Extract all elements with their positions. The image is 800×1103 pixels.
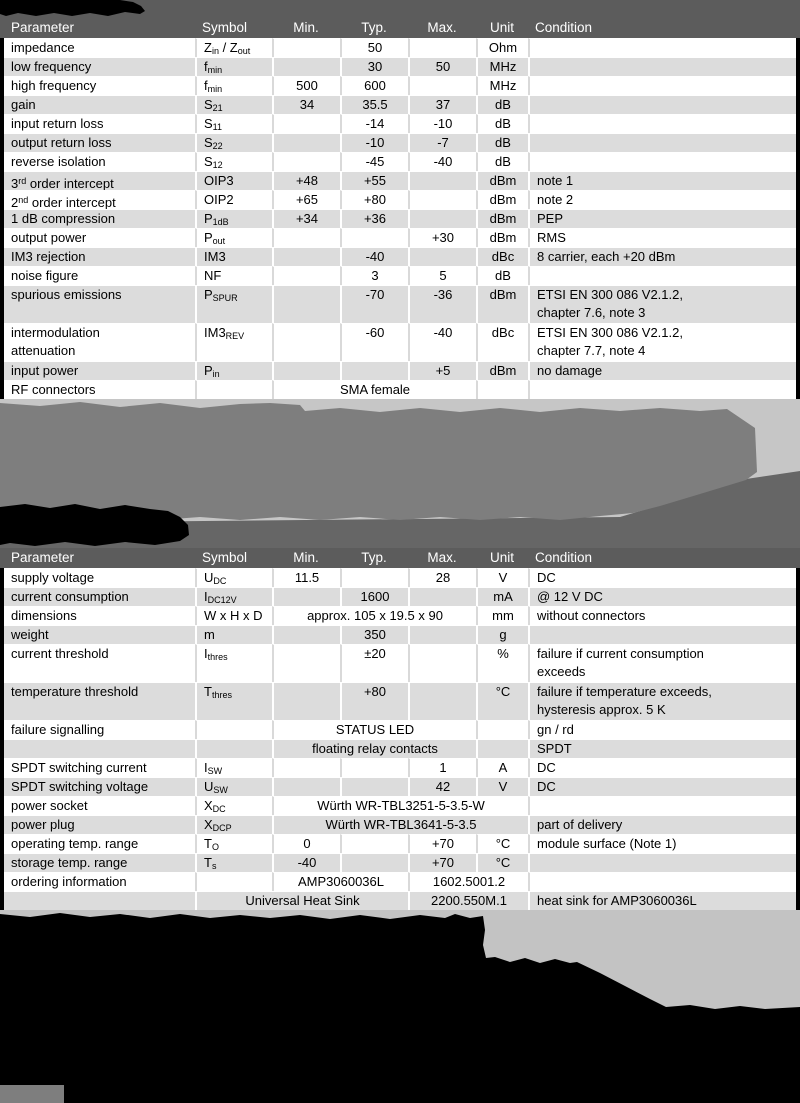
table-row (4, 152, 796, 171)
cell-cond: ETSI EN 300 086 V2.1.2, chapter 7.6, note 3 (528, 285, 796, 323)
cell-typ: 350 (340, 625, 408, 644)
cell-min: +65 (272, 190, 340, 209)
cell-max: 37 (408, 95, 476, 114)
cell-min (272, 777, 340, 796)
cell-unit: °C (476, 834, 528, 853)
cell-max (408, 587, 476, 606)
cell-min (272, 758, 340, 777)
cell-typ: 600 (340, 76, 408, 95)
cell-mtu: Würth WR-TBL3251-5-3.5-W (272, 796, 528, 815)
column-header: Unit (489, 20, 514, 35)
table-row (4, 644, 796, 682)
cell-cond (528, 266, 796, 285)
cell-max: 50 (408, 57, 476, 76)
cell-unit: dBc (476, 247, 528, 266)
table-row (4, 285, 796, 323)
cell-sym: $f_{min}$ (195, 76, 272, 95)
table-row (4, 739, 796, 758)
table-row (4, 361, 796, 380)
cell-param: SPDT switching voltage (4, 777, 195, 796)
cell-unit: MHz (476, 57, 528, 76)
cell-typ (340, 853, 408, 872)
cell-cond: DC (528, 568, 796, 587)
cell-max: -10 (408, 114, 476, 133)
cell-param: failure signalling (4, 720, 195, 739)
cell-unit: dBm (476, 228, 528, 247)
cell-param: noise figure (4, 266, 195, 285)
cell-unit: % (476, 644, 528, 682)
cell-cond (528, 57, 796, 76)
rf-spec-table (4, 38, 796, 399)
cell-cond: heat sink for AMP3060036L (528, 891, 796, 910)
cell-param: supply voltage (4, 568, 195, 587)
cell-param: power socket (4, 796, 195, 815)
cell-sym: $P_{in}$ (195, 361, 272, 380)
cell-unit: g (476, 625, 528, 644)
cell-cond: DC (528, 777, 796, 796)
cell-max: +5 (408, 361, 476, 380)
cell-typ: -60 (340, 323, 408, 361)
cell-unit: mm (476, 606, 528, 625)
table-row (4, 57, 796, 76)
cell-param: current consumption (4, 587, 195, 606)
column-header: Typ. (361, 20, 387, 35)
cell-param: gain (4, 95, 195, 114)
cell-max (408, 171, 476, 190)
table-row (4, 758, 796, 777)
cell-typ: -10 (340, 133, 408, 152)
column-header: Min. (293, 550, 319, 565)
cell-max (408, 644, 476, 682)
column-header: Parameter (11, 20, 75, 35)
cell-param: output power (4, 228, 195, 247)
cell-max: 1 (408, 758, 476, 777)
cell-unit (476, 739, 528, 758)
cell-param: operating temp. range (4, 834, 195, 853)
cell-cond (528, 380, 796, 399)
cell-typ: +36 (340, 209, 408, 228)
cell-min: 34 (272, 95, 340, 114)
general-spec-header-row (4, 548, 796, 568)
cell-cond: DC (528, 758, 796, 777)
table-row (4, 133, 796, 152)
table-row (4, 568, 796, 587)
cell-mtm: STATUS LED (272, 720, 476, 739)
column-header: Unit (489, 550, 514, 565)
cell-unit: dB (476, 114, 528, 133)
cell-param: SPDT switching current (4, 758, 195, 777)
cell-sym: OIP2 (195, 190, 272, 209)
cell-param: low frequency (4, 57, 195, 76)
cell-min (272, 247, 340, 266)
cell-max: 28 (408, 568, 476, 587)
cell-unit: °C (476, 853, 528, 872)
cell-min (272, 682, 340, 720)
cell-sym: $X_{DCP}$ (195, 815, 272, 834)
cell-sym: $U_{DC}$ (195, 568, 272, 587)
cell-param: input power (4, 361, 195, 380)
cell-sym: $P_{out}$ (195, 228, 272, 247)
cell-param: ordering information (4, 872, 195, 891)
cell-sym: $S_{21}$ (195, 95, 272, 114)
table-row (4, 834, 796, 853)
cell-param: reverse isolation (4, 152, 195, 171)
cell-min (272, 133, 340, 152)
cell-sym: $U_{SW}$ (195, 777, 272, 796)
column-header: Min. (293, 20, 319, 35)
table-row (4, 247, 796, 266)
cell-unit: dBc (476, 323, 528, 361)
cell-max: +30 (408, 228, 476, 247)
cell-sym: IM3 (195, 247, 272, 266)
cell-max (408, 38, 476, 57)
cell-xu: 2200.550M.1 (408, 891, 528, 910)
cell-cond (528, 95, 796, 114)
cell-min: 500 (272, 76, 340, 95)
cell-sym: $P_{1dB}$ (195, 209, 272, 228)
cell-sym: $I_{SW}$ (195, 758, 272, 777)
cell-unit: V (476, 568, 528, 587)
cell-typ: -14 (340, 114, 408, 133)
cell-min: 0 (272, 834, 340, 853)
general-spec-header-band (0, 548, 800, 568)
cell-min (272, 114, 340, 133)
cell-typ: 3 (340, 266, 408, 285)
cell-max: -7 (408, 133, 476, 152)
cell-param: high frequency (4, 76, 195, 95)
cell-min (272, 625, 340, 644)
cell-unit (476, 720, 528, 739)
table-row (4, 323, 796, 361)
cell-sym (195, 739, 272, 758)
cell-cond: SPDT (528, 739, 796, 758)
cell-max (408, 682, 476, 720)
cell-cond: note 1 (528, 171, 796, 190)
cell-param: temperature threshold (4, 682, 195, 720)
column-header: Symbol (202, 20, 248, 35)
general-spec-table (4, 568, 796, 910)
cell-sym: $S_{12}$ (195, 152, 272, 171)
cell-max (408, 190, 476, 209)
cell-min: +48 (272, 171, 340, 190)
cell-typ (340, 834, 408, 853)
cell-typ (340, 758, 408, 777)
table-row (4, 872, 796, 891)
cell-min: +34 (272, 209, 340, 228)
table-row (4, 76, 796, 95)
cell-mtm: approx. 105 x 19.5 x 90 (272, 606, 476, 625)
column-header: Symbol (202, 550, 248, 565)
table-row (4, 380, 796, 399)
cell-cond: @ 12 V DC (528, 587, 796, 606)
cell-typ (340, 568, 408, 587)
cell-param: storage temp. range (4, 853, 195, 872)
cell-min (272, 152, 340, 171)
cell-param: weight (4, 625, 195, 644)
cell-max (408, 76, 476, 95)
cell-unit: dB (476, 152, 528, 171)
cell-sym: NF (195, 266, 272, 285)
bottom-strip (0, 910, 800, 1103)
table-row (4, 682, 796, 720)
cell-cond: failure if temperature exceeds, hysteresis approx. 5 K (528, 682, 796, 720)
table-row (4, 891, 796, 910)
cell-sym: $T_{thres}$ (195, 682, 272, 720)
cell-param: power plug (4, 815, 195, 834)
cell-typ: 50 (340, 38, 408, 57)
cell-unit: dBm (476, 209, 528, 228)
cell-typ: -40 (340, 247, 408, 266)
cell-smt: Universal Heat Sink (195, 891, 408, 910)
cell-unit (476, 380, 528, 399)
cell-cond (528, 38, 796, 57)
cell-unit: dB (476, 133, 528, 152)
cell-sym: $P_{SPUR}$ (195, 285, 272, 323)
cell-max: -40 (408, 152, 476, 171)
cell-typ (340, 361, 408, 380)
cell-typ (340, 228, 408, 247)
cell-cond: module surface (Note 1) (528, 834, 796, 853)
cell-sym: W x H x D (195, 606, 272, 625)
rf-spec-header-row (4, 18, 796, 37)
cell-sym: $S_{11}$ (195, 114, 272, 133)
cell-param: spurious emissions (4, 285, 195, 323)
cell-unit: dB (476, 95, 528, 114)
cell-sym: $T_s$ (195, 853, 272, 872)
column-header: Typ. (361, 550, 387, 565)
cell-param: 1 dB compression (4, 209, 195, 228)
cell-cond (528, 853, 796, 872)
cell-typ: 1600 (340, 587, 408, 606)
cell-cond: note 2 (528, 190, 796, 209)
cell-sym: $f_{min}$ (195, 57, 272, 76)
gray-square (0, 1085, 64, 1103)
cell-cond: RMS (528, 228, 796, 247)
cell-unit: A (476, 758, 528, 777)
cell-cond: failure if current consumption exceeds (528, 644, 796, 682)
table-row (4, 625, 796, 644)
cell-param: RF connectors (4, 380, 195, 399)
cell-min (272, 285, 340, 323)
cell-typ: ±20 (340, 644, 408, 682)
cell-max (408, 209, 476, 228)
table-row (4, 209, 796, 228)
cell-min (272, 587, 340, 606)
table-row (4, 266, 796, 285)
cell-sym (195, 720, 272, 739)
cell-typ (340, 777, 408, 796)
cell-unit: MHz (476, 76, 528, 95)
cell-sym: $S_{22}$ (195, 133, 272, 152)
table-row (4, 38, 796, 57)
cell-sym: $X_{DC}$ (195, 796, 272, 815)
cell-min: -40 (272, 853, 340, 872)
table-row (4, 114, 796, 133)
cell-cond (528, 133, 796, 152)
cell-param: output return loss (4, 133, 195, 152)
table-row (4, 720, 796, 739)
cell-min (272, 266, 340, 285)
cell-typ: +80 (340, 682, 408, 720)
cell-cond: no damage (528, 361, 796, 380)
cell-min (272, 228, 340, 247)
cell-sym: $I_{DC12V}$ (195, 587, 272, 606)
cell-param: 2nd order intercept (4, 190, 195, 209)
cell-cond: gn / rd (528, 720, 796, 739)
cell-typ: -45 (340, 152, 408, 171)
cell-cond: PEP (528, 209, 796, 228)
cell-max: -36 (408, 285, 476, 323)
column-header: Parameter (11, 550, 75, 565)
cell-unit: V (476, 777, 528, 796)
table-row (4, 228, 796, 247)
table-row (4, 796, 796, 815)
cell-min: 11.5 (272, 568, 340, 587)
cell-min (272, 323, 340, 361)
cell-cond (528, 114, 796, 133)
cell-mtu: Würth WR-TBL3641-5-3.5 (272, 815, 528, 834)
cell-max: -40 (408, 323, 476, 361)
cell-unit: dBm (476, 171, 528, 190)
cell-param: intermodulation attenuation (4, 323, 195, 361)
column-header: Max. (427, 550, 457, 565)
cell-xu: 1602.5001.2 (408, 872, 528, 891)
cell-max: 42 (408, 777, 476, 796)
cell-param: input return loss (4, 114, 195, 133)
table-row (4, 587, 796, 606)
cell-cond: 8 carrier, each +20 dBm (528, 247, 796, 266)
cell-param (4, 891, 195, 910)
cell-mtm: SMA female (272, 380, 476, 399)
cell-sym (195, 872, 272, 891)
cell-max: +70 (408, 853, 476, 872)
cell-max (408, 247, 476, 266)
cell-param: IM3 rejection (4, 247, 195, 266)
table-row (4, 95, 796, 114)
cell-unit: dBm (476, 285, 528, 323)
cell-unit: dB (476, 266, 528, 285)
table-row (4, 606, 796, 625)
table-row (4, 853, 796, 872)
table-row (4, 815, 796, 834)
cell-typ: +80 (340, 190, 408, 209)
cell-min (272, 57, 340, 76)
cell-sym: $Z_{in} / Z_{out}$ (195, 38, 272, 57)
cell-param: impedance (4, 38, 195, 57)
cell-unit: mA (476, 587, 528, 606)
cell-mtm: floating relay contacts (272, 739, 476, 758)
cell-unit: °C (476, 682, 528, 720)
cell-typ: -70 (340, 285, 408, 323)
column-header: Max. (427, 20, 457, 35)
cell-unit: Ohm (476, 38, 528, 57)
cell-max: 5 (408, 266, 476, 285)
cell-param: dimensions (4, 606, 195, 625)
cell-typ: +55 (340, 171, 408, 190)
cell-sym: m (195, 625, 272, 644)
cell-cond (528, 76, 796, 95)
cell-sym: $I_{thres}$ (195, 644, 272, 682)
cell-param (4, 739, 195, 758)
cell-param: 3rd order intercept (4, 171, 195, 190)
cell-unit: dBm (476, 190, 528, 209)
cell-cond (528, 796, 796, 815)
cell-mt: AMP3060036L (272, 872, 408, 891)
cell-typ: 35.5 (340, 95, 408, 114)
table-row (4, 777, 796, 796)
cell-sym: $T_O$ (195, 834, 272, 853)
cell-sym: OIP3 (195, 171, 272, 190)
cell-cond: without connectors (528, 606, 796, 625)
column-header: Condition (535, 20, 593, 35)
cell-min (272, 38, 340, 57)
cell-sym (195, 380, 272, 399)
column-header: Condition (535, 550, 593, 565)
cell-max: +70 (408, 834, 476, 853)
cell-sym: $IM3_{REV}$ (195, 323, 272, 361)
cell-cond (528, 152, 796, 171)
cell-unit: dBm (476, 361, 528, 380)
redaction-blob-bottom (0, 910, 800, 1103)
cell-max (408, 625, 476, 644)
cell-cond (528, 872, 796, 891)
cell-cond: part of delivery (528, 815, 796, 834)
cell-min (272, 644, 340, 682)
middle-strip (0, 399, 800, 548)
cell-typ: 30 (340, 57, 408, 76)
cell-param: current threshold (4, 644, 195, 682)
table-row (4, 171, 796, 190)
cell-min (272, 361, 340, 380)
cell-cond: ETSI EN 300 086 V2.1.2, chapter 7.7, note 4 (528, 323, 796, 361)
table-row (4, 190, 796, 209)
cell-cond (528, 625, 796, 644)
